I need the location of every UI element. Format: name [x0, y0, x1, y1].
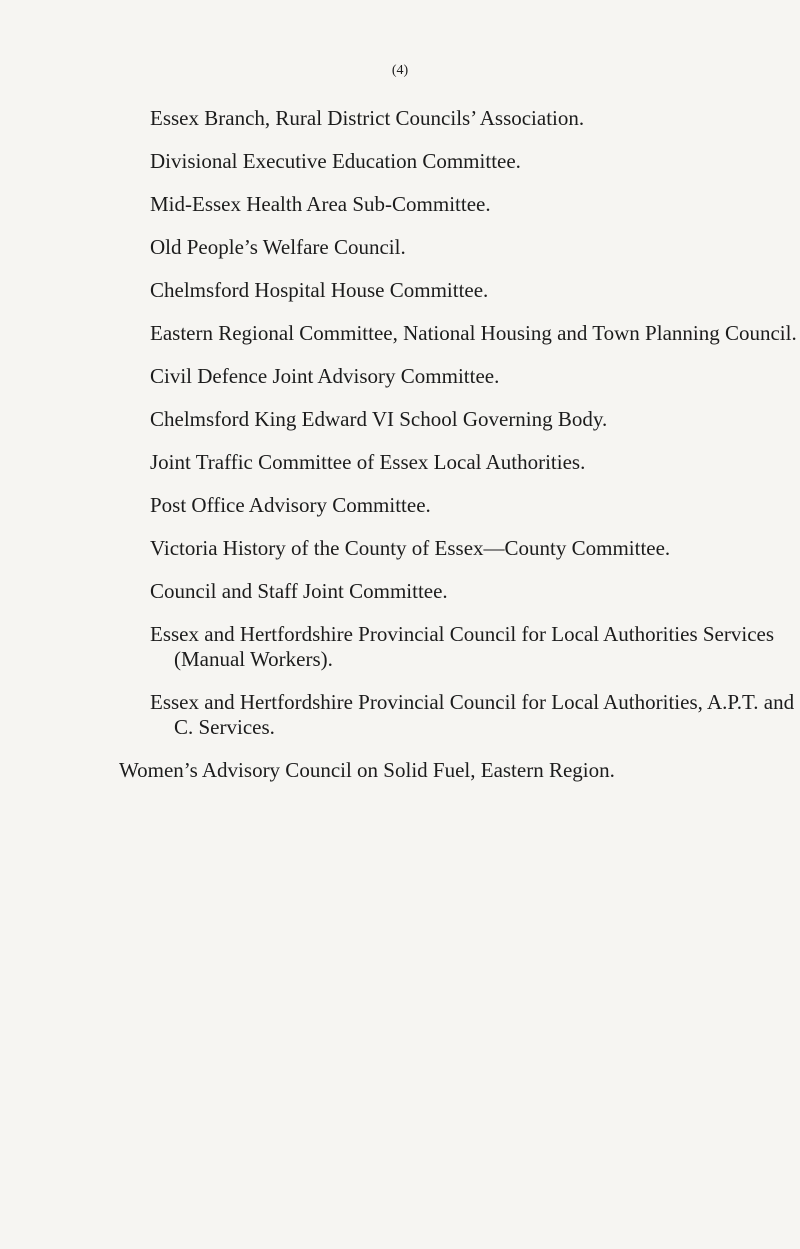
committee-list	[119, 106, 797, 801]
list-item: Essex and Hertfordshire Provincial Council for Local Authorities, A.P.T. and C. Services.	[150, 690, 795, 739]
list-item: Victoria History of the County of Essex—County Committee.	[150, 536, 671, 560]
list-item: Eastern Regional Committee, National Housing and Town Planning Council.	[150, 321, 797, 345]
list-item: Essex Branch, Rural District Councils’ Association.	[150, 106, 585, 130]
list-item: Chelmsford Hospital House Committee.	[150, 278, 489, 302]
list-item: Council and Staff Joint Committee.	[150, 579, 448, 603]
page-number: (4)	[391, 63, 409, 78]
list-item: Women’s Advisory Council on Solid Fuel, Eastern Region.	[119, 758, 615, 782]
list-item: Essex and Hertfordshire Provincial Council for Local Authorities Services (Manual Workers).	[150, 622, 775, 671]
list-item: Old People’s Welfare Council.	[150, 235, 406, 259]
list-item: Divisional Executive Education Committee.	[150, 149, 521, 173]
list-item: Joint Traffic Committee of Essex Local Authorities.	[150, 450, 586, 474]
list-item: Mid-Essex Health Area Sub-Committee.	[150, 192, 491, 216]
list-item: Chelmsford King Edward VI School Governing Body.	[150, 407, 608, 431]
list-item: Post Office Advisory Committee.	[150, 493, 431, 517]
list-item: Civil Defence Joint Advisory Committee.	[150, 364, 500, 388]
